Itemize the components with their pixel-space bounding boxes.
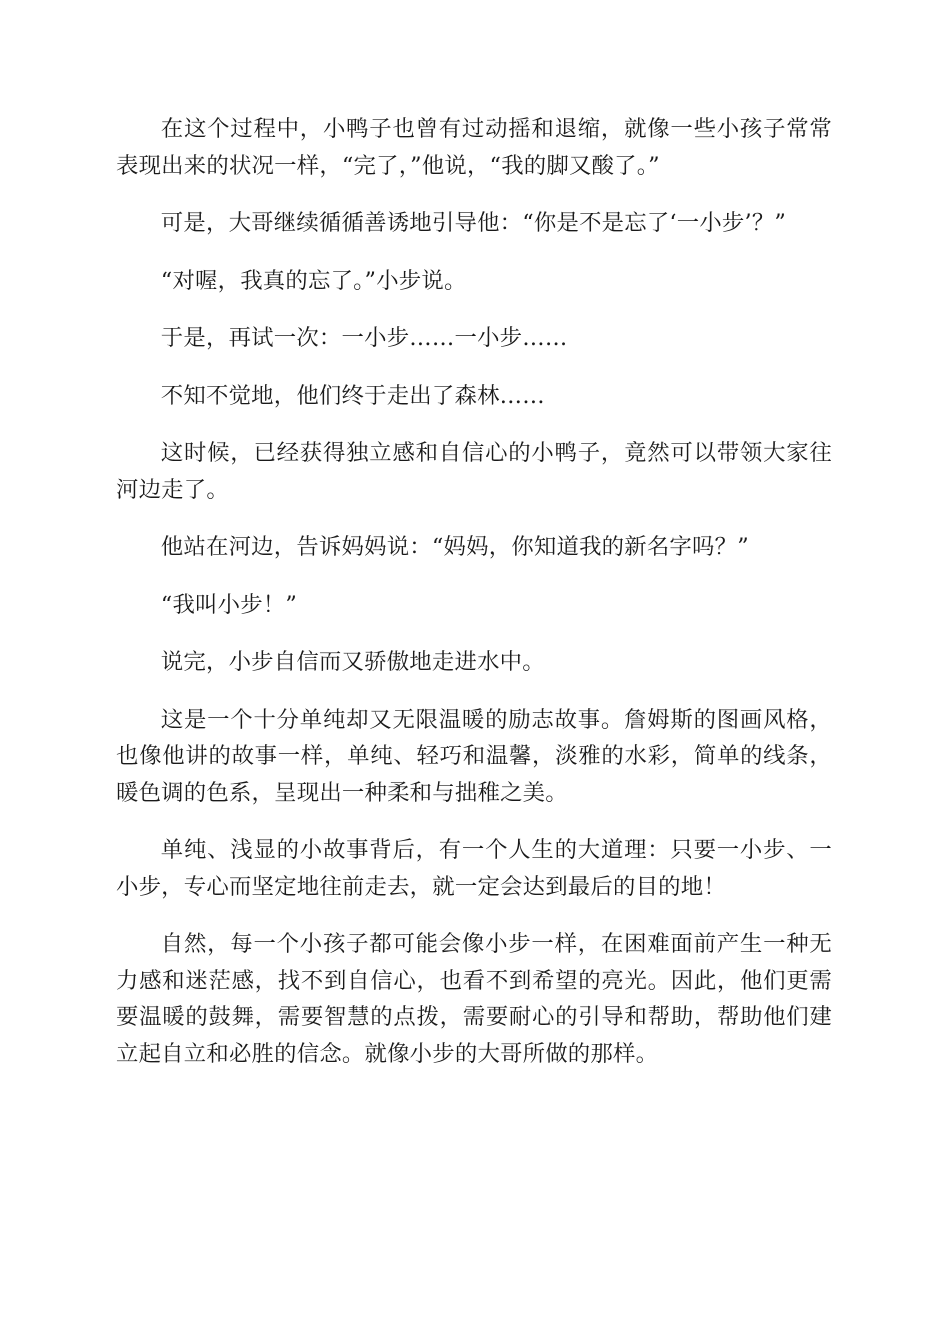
paragraph: 单纯、浅显的小故事背后，有一个人生的大道理：只要一小步、一小步，专心而坚定地往前走去，就一定会达到最后的目的地！: [116, 837, 832, 900]
paragraph: 不知不觉地，他们终于走出了森林……: [160, 382, 545, 409]
paragraph: “对喔，我真的忘了。”小步说。: [160, 267, 467, 294]
paragraph: 他站在河边，告诉妈妈说：“妈妈，你知道我的新名字吗？”: [160, 534, 749, 560]
paragraph: 可是，大哥继续循循善诱地引导他：“你是不是忘了‘一小步’？”: [160, 210, 787, 236]
paragraph: 这时候，已经获得独立感和自信心的小鸭子，竟然可以带领大家往河边走了。: [116, 440, 832, 503]
paragraph: 在这个过程中，小鸭子也曾有过动摇和退缩，就像一些小孩子常常表现出来的状况一样，“完了，”他说，“我的脚又酸了。”: [116, 116, 832, 179]
paragraph: 自然，每一个小孩子都可能会像小步一样，在困难面前产生一种无力感和迷茫感，找不到自信心，也看不到希望的亮光。因此，他们更需要温暖的鼓舞，需要智慧的点拨，需要耐心的引导和帮助，帮助他们建立起自立和必胜的信念。就像小步的大哥所做的那样。: [116, 931, 832, 1067]
paragraph: 这是一个十分单纯却又无限温暖的励志故事。詹姆斯的图画风格，也像他讲的故事一样，单纯、轻巧和温馨，淡雅的水彩，简单的线条，暖色调的色系，呈现出一种柔和与拙稚之美。: [116, 706, 832, 806]
document-body: [116, 111, 832, 1093]
paragraph: “我叫小步！”: [160, 591, 298, 618]
paragraph: 于是，再试一次：一小步……一小步……: [160, 325, 568, 351]
paragraph: 说完，小步自信而又骄傲地走进水中。: [160, 649, 545, 675]
